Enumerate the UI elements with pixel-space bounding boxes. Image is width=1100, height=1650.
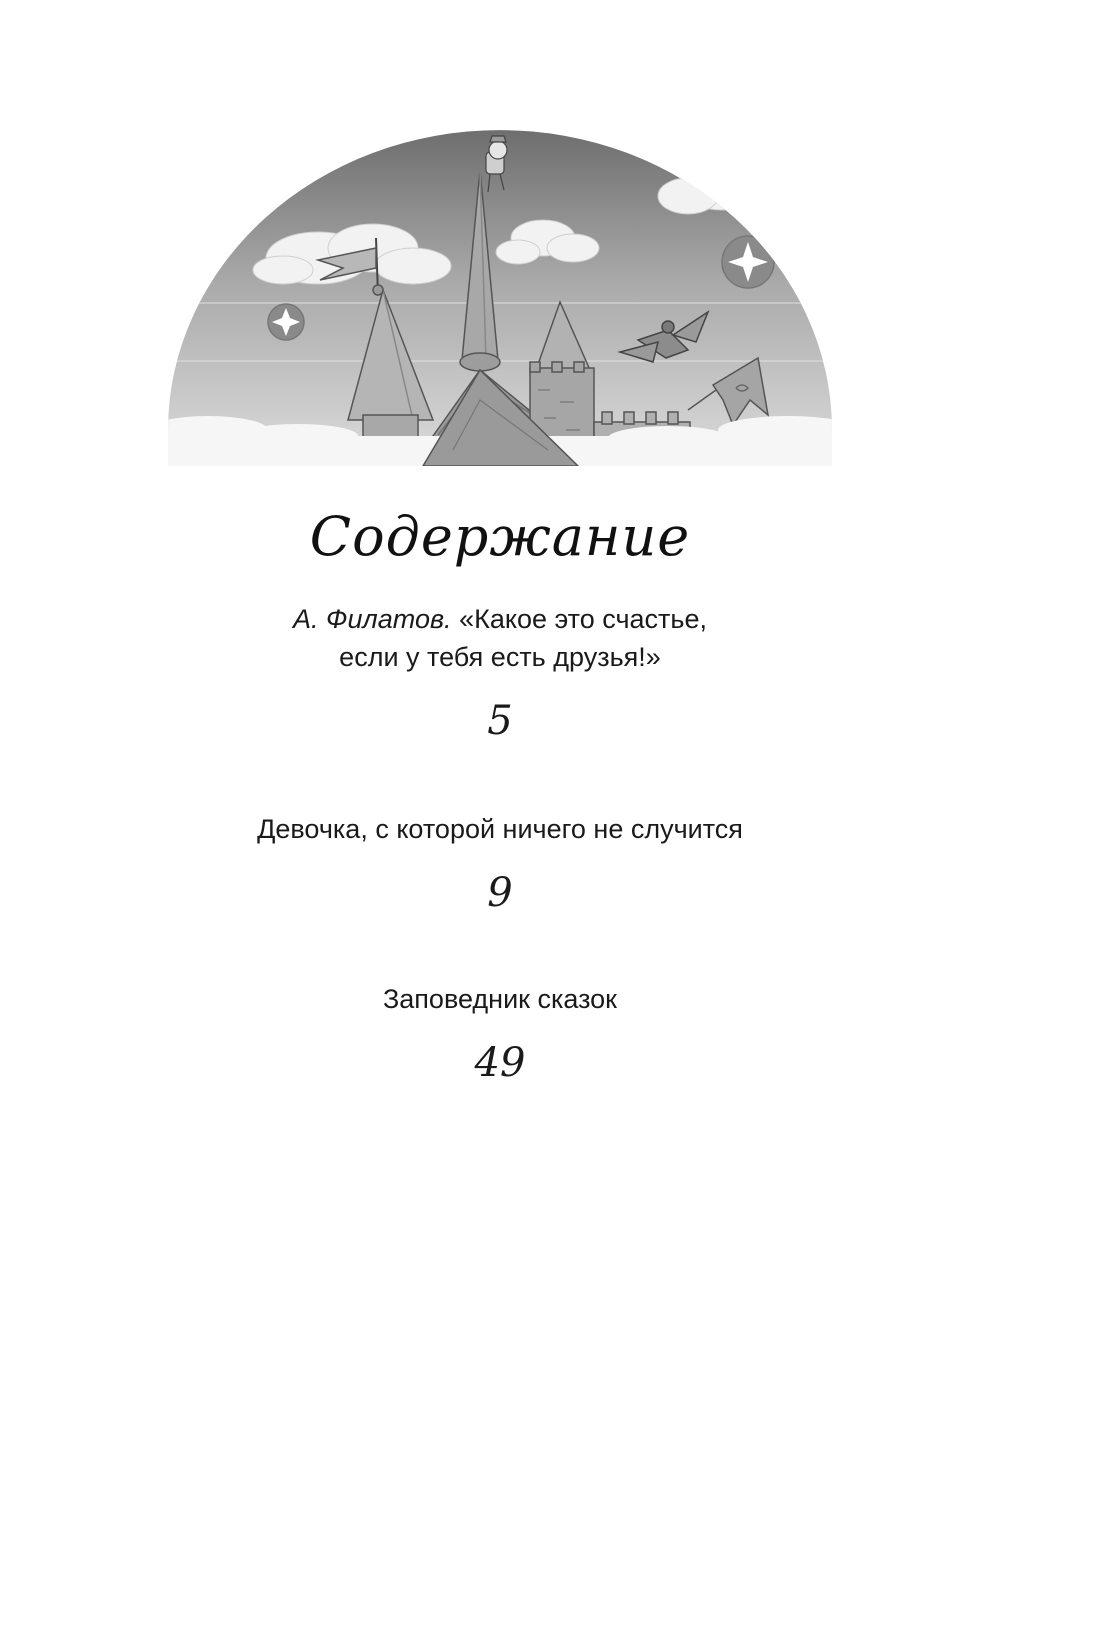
toc-entry-author: А. Филатов. [293,604,452,634]
page-title: Содержание [309,505,691,568]
star-icon [268,304,304,340]
toc-entry[interactable] [0,600,1000,676]
toc-page-number: 5 [487,698,513,744]
toc-page-number: 49 [474,1040,526,1086]
toc-entry-title-line2: если у тебя есть друзья!» [339,642,661,672]
toc-entry-title: Девочка, с которой ничего не случится [257,814,743,844]
header-illustration [168,130,832,466]
toc-entry-title: Заповедник сказок [382,984,617,1014]
toc-entry[interactable] [0,980,1000,1018]
cloud [658,166,786,216]
toc-entry-title-line1: «Какое это счастье, [459,604,707,634]
star-icon [722,236,774,288]
toc-entry[interactable] [0,810,1000,848]
toc-page-number: 9 [487,870,513,916]
